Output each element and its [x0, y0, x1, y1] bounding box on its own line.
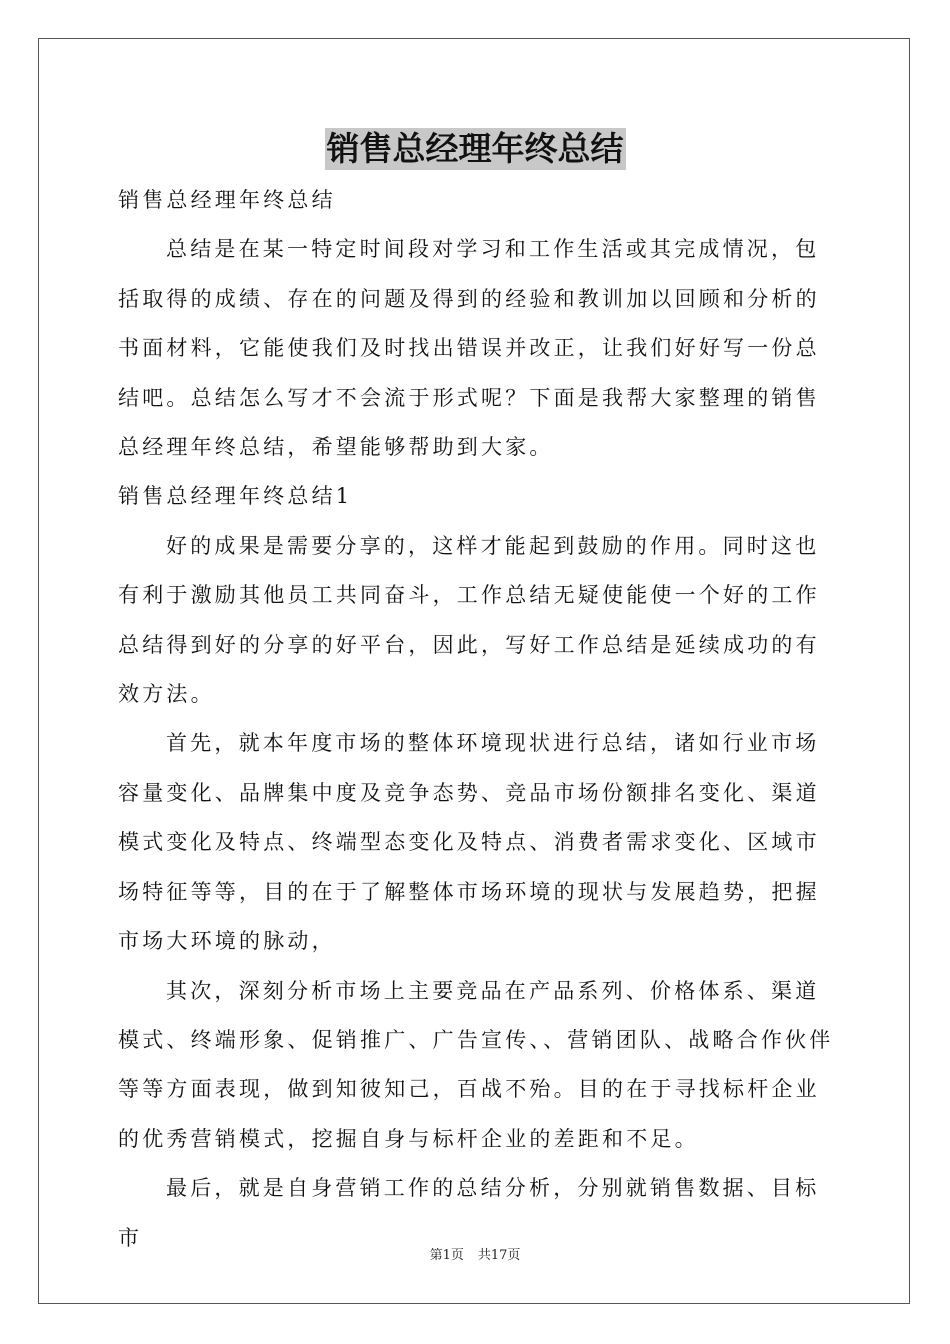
section-paragraph-2: 首先，就本年度市场的整体环境现状进行总结，诸如行业市场容量变化、品牌集中度及竞争态势、竞品市场份额排名变化、渠道模式变化及特点、终端型态变化及特点、消费者需求变化、区域市场特征等等，目的在于了解整体市场环境的现状与发展趋势，把握市场大环境的脉动， [118, 731, 820, 954]
intro-paragraph: 总结是在某一特定时间段对学习和工作生活或其完成情况，包括取得的成绩、存在的问题及得到的经验和教训加以回顾和分析的书面材料，它能使我们及时找出错误并改正，让我们好好写一份总结吧。总结怎么写才不会流于形式呢？下面是我帮大家整理的销售总经理年终总结，希望能够帮助到大家。 [118, 237, 820, 460]
page-footer [0, 1247, 950, 1265]
section-paragraph-4: 最后，就是自身营销工作的总结分析，分别就销售数据、目标市 [118, 1176, 820, 1250]
page-number: 第1页 [429, 1248, 464, 1263]
page-total: 共17页 [477, 1248, 521, 1263]
title-container [0, 128, 950, 170]
section-paragraph-1: 好的成果是需要分享的，这样才能起到鼓励的作用。同时这也有利于激励其他员工共同奋斗，工作总结无疑使能使一个好的工作总结得到好的分享的好平台，因此，写好工作总结是延续成功的有效方法。 [118, 533, 820, 707]
section-heading: 销售总经理年终总结1 [118, 484, 353, 509]
section-paragraph-3: 其次，深刻分析市场上主要竞品在产品系列、价格体系、渠道模式、终端形象、促销推广、广告宣传、、营销团队、战略合作伙伴等等方面表现，做到知彼知己，百战不殆。目的在于寻找标杆企业的优秀营销模式，挖掘自身与标杆企业的差距和不足。 [118, 978, 834, 1151]
document-title: 销售总经理年终总结 [326, 129, 624, 168]
document-body [118, 176, 836, 1263]
document-subtitle: 销售总经理年终总结 [118, 188, 336, 212]
